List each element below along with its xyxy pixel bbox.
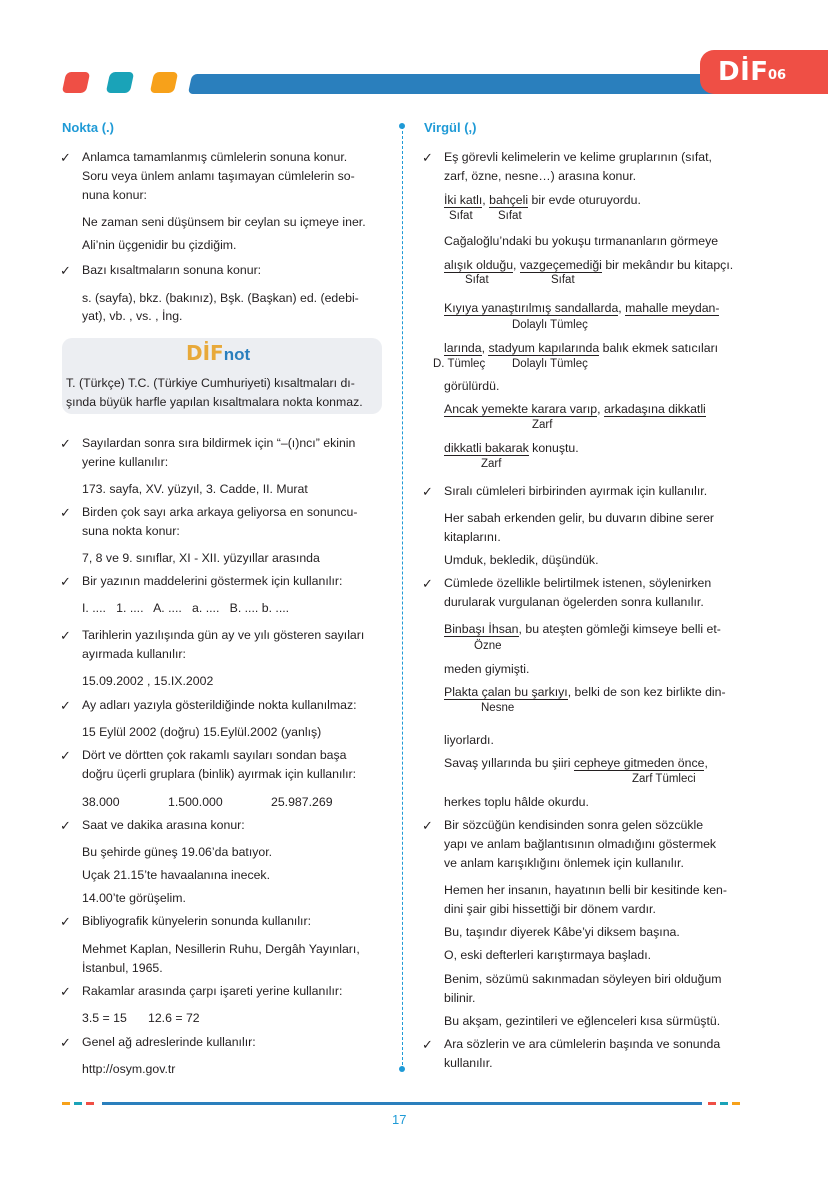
grammar-label: Dolaylı Tümleç <box>512 319 588 331</box>
example: 3.5 = 15 <box>82 1011 127 1025</box>
check-icon: ✓ <box>60 436 71 451</box>
grammar-label: Dolaylı Tümleç <box>512 358 588 370</box>
check-icon: ✓ <box>60 505 71 520</box>
check-icon: ✓ <box>60 698 71 713</box>
orange-tab-shape <box>150 72 178 93</box>
example: kitaplarını. <box>444 530 501 544</box>
example: 15 Eylül 2002 (doğru) 15.Eylül.2002 (yanlış) <box>82 725 322 739</box>
example: Savaş yıllarında bu şiiri cepheye gitmeden önce, <box>444 756 708 770</box>
rule-3: ✓ Cümlede özellikle belirtilmek istenen, söylenirken <box>422 576 712 591</box>
footer-dash <box>708 1102 716 1105</box>
example: Ali’nin üçgenidir bu çizdiğim. <box>82 238 237 252</box>
footer-decoration <box>62 1102 748 1106</box>
check-icon: ✓ <box>60 1035 71 1050</box>
grammar-label: D. Tümleç <box>433 358 486 370</box>
footer-dash <box>720 1102 728 1105</box>
divider-top-dot <box>399 123 405 129</box>
rule-1-line-2: Soru veya ünlem anlamı taşımayan cümlelerin so- <box>82 169 355 183</box>
section-title-virgul: Virgül (,) <box>424 120 477 135</box>
grammar-label: Sıfat <box>449 210 473 222</box>
rule-4: ✓ Birden çok sayı arka arkaya geliyorsa en sonuncu- <box>60 505 358 520</box>
rule-6-line-2: ayırmada kullanılır: <box>82 647 186 661</box>
example: 15.09.2002 , 15.IX.2002 <box>82 674 214 688</box>
rule-7: ✓ Ay adları yazıyla gösterildiğinde nokta kullanılmaz: <box>60 698 357 713</box>
rule-2: ✓ Sıralı cümleleri birbirinden ayırmak için kullanılır. <box>422 484 708 499</box>
example: 173. sayfa, XV. yüzyıl, 3. Cadde, II. Murat <box>82 482 308 496</box>
rule-5-line-2: kullanılır. <box>444 1056 493 1070</box>
example: Uçak 21.15’te havaalanına inecek. <box>82 868 270 882</box>
rule-8: ✓ Dört ve dörtten çok rakamlı sayıları sondan başa <box>60 748 347 763</box>
check-icon: ✓ <box>422 1037 433 1052</box>
example: Bu, taşındır diyerek Kâbe’yi diksem başına. <box>444 925 680 939</box>
rule-4: ✓ Bir sözcüğün kendisinden sonra gelen sözcükle <box>422 818 704 833</box>
example: 7, 8 ve 9. sınıflar, XI - XII. yüzyıllar arasında <box>82 551 320 565</box>
grammar-label: Sıfat <box>498 210 522 222</box>
page-number: 17 <box>392 1112 407 1127</box>
rule-1: ✓ Anlamca tamamlanmış cümlelerin sonuna konur. <box>60 150 348 165</box>
example: s. (sayfa), bkz. (bakınız), Bşk. (Başkan) ed. (edebi- <box>82 291 359 305</box>
example: liyorlardı. <box>444 733 494 747</box>
column-divider <box>402 126 403 1070</box>
check-icon: ✓ <box>60 748 71 763</box>
example: İstanbul, 1965. <box>82 961 163 975</box>
example: Cağaloğlu’ndaki bu yokuşu tırmananların görmeye <box>444 234 719 248</box>
rule-3: ✓ Sayılardan sonra sıra bildirmek için “–(ı)ncı” ekinin <box>60 436 356 451</box>
section-title-nokta: Nokta (.) <box>62 120 114 135</box>
example: Ancak yemekte karara varıp, arkadaşına dikkatli <box>444 402 706 416</box>
example: Mehmet Kaplan, Nesillerin Ruhu, Dergâh Yayınları, <box>82 942 360 956</box>
rule-1-line-3: nuna konur: <box>82 188 147 202</box>
check-icon: ✓ <box>422 150 433 165</box>
example: Her sabah erkenden gelir, bu duvarın dibine serer <box>444 511 715 525</box>
check-icon: ✓ <box>60 914 71 929</box>
example: http://osym.gov.tr <box>82 1062 176 1076</box>
grammar-label: Sıfat <box>465 274 489 286</box>
rule-12: ✓ Genel ağ adreslerinde kullanılır: <box>60 1035 256 1050</box>
grammar-label: Zarf Tümleci <box>632 773 696 785</box>
grammar-label: Özne <box>474 640 502 652</box>
footer-dash <box>86 1102 94 1105</box>
rule-4-line-3: ve anlam karışıklığını önlemek için kullanılır. <box>444 856 684 870</box>
example: bilinir. <box>444 991 476 1005</box>
footer-bar <box>102 1102 702 1105</box>
red-tab-shape <box>62 72 90 93</box>
example: 38.000 <box>82 795 120 809</box>
grammar-label: Zarf <box>532 419 553 431</box>
example: herkes toplu hâlde okurdu. <box>444 795 589 809</box>
check-icon: ✓ <box>60 818 71 833</box>
rule-9: ✓ Saat ve dakika arasına konur: <box>60 818 245 833</box>
rule-8-line-2: doğru üçerli gruplara (binlik) ayırmak için kullanılır: <box>82 767 357 781</box>
rule-2: ✓ Bazı kısaltmaların sonuna konur: <box>60 263 262 278</box>
example: Bu şehirde güneş 19.06’da batıyor. <box>82 845 273 859</box>
grammar-label: Zarf <box>481 458 502 470</box>
unit-number: 06 <box>768 68 787 83</box>
dif-note-title: DİFnot <box>186 341 251 365</box>
example: yat), vb. , vs. , İng. <box>82 309 183 323</box>
note-text: T. (Türkçe) T.C. (Türkiye Cumhuriyeti) kısaltmaları dı- <box>66 376 355 390</box>
check-icon: ✓ <box>60 984 71 999</box>
rule-5: ✓ Ara sözlerin ve ara cümlelerin başında ve sonunda <box>422 1037 721 1052</box>
example: O, eski defterleri karıştırmaya başladı. <box>444 948 652 962</box>
rule-1: ✓ Eş görevli kelimelerin ve kelime gruplarının (sıfat, <box>422 150 712 165</box>
rule-1-line-2: zarf, özne, nesne…) arasına konur. <box>444 169 637 183</box>
rule-10: ✓ Bibliyografik künyelerin sonunda kullanılır: <box>60 914 311 929</box>
example: 12.6 = 72 <box>148 1011 200 1025</box>
example: dikkatli bakarak konuştu. <box>444 441 579 455</box>
example: Plakta çalan bu şarkıyı, belki de son kez birlikte din- <box>444 685 726 699</box>
example: İki katlı, bahçeli bir evde oturuyordu. <box>444 193 641 207</box>
rule-11: ✓ Rakamlar arasında çarpı işareti yerine kullanılır: <box>60 984 343 999</box>
brand-logo: DİF <box>718 57 769 87</box>
example: meden giymişti. <box>444 662 530 676</box>
check-icon: ✓ <box>422 576 433 591</box>
rule-4-line-2: suna nokta konur: <box>82 524 180 538</box>
example: Umduk, bekledik, düşündük. <box>444 553 599 567</box>
brand-badge <box>700 50 828 94</box>
rule-3-line-2: yerine kullanılır: <box>82 455 169 469</box>
example: 25.987.269 <box>271 795 333 809</box>
example: Ne zaman seni düşünsem bir ceylan su içmeye iner. <box>82 215 366 229</box>
check-icon: ✓ <box>60 574 71 589</box>
check-icon: ✓ <box>60 150 71 165</box>
check-icon: ✓ <box>60 263 71 278</box>
example: alışık olduğu, vazgeçemediği bir mekândır bu kitapçı. <box>444 258 734 272</box>
divider-bottom-dot <box>399 1066 405 1072</box>
example: dini şair gibi hissettiği bir dönem vardır. <box>444 902 656 916</box>
rule-5: ✓ Bir yazının maddelerini göstermek için kullanılır: <box>60 574 343 589</box>
example: görülürdü. <box>444 379 500 393</box>
dif-note-box <box>62 338 382 414</box>
example: Benim, sözümü sakınmadan söyleyen biri olduğum <box>444 972 722 986</box>
teal-tab-shape <box>106 72 134 93</box>
rule-6: ✓ Tarihlerin yazılışında gün ay ve yılı gösteren sayıları <box>60 628 365 643</box>
example: Kıyıya yanaştırılmış sandallarda, mahalle meydan- <box>444 301 720 315</box>
grammar-label: Nesne <box>481 702 515 714</box>
example: larında, stadyum kapılarında balık ekmek satıcıları <box>444 341 719 355</box>
check-icon: ✓ <box>60 628 71 643</box>
rule-3-line-2: durularak vurgulanan ögelerden sonra kullanılır. <box>444 595 704 609</box>
footer-dash <box>732 1102 740 1105</box>
example: 1.500.000 <box>168 795 223 809</box>
example: Bu akşam, gezintileri ve eğlenceleri kısa sürmüştü. <box>444 1014 721 1028</box>
example: Binbaşı İhsan, bu ateşten gömleği kimseye belli et- <box>444 622 721 636</box>
header-bar <box>188 74 752 94</box>
footer-dash <box>62 1102 70 1105</box>
check-icon: ✓ <box>422 818 433 833</box>
note-text: şında büyük harfle yapılan kısaltmalara nokta konmaz. <box>66 395 363 409</box>
check-icon: ✓ <box>422 484 433 499</box>
grammar-label: Sıfat <box>551 274 575 286</box>
rule-4-line-2: yapı ve anlam bağlantısının olmadığını göstermek <box>444 837 717 851</box>
example: 14.00’te görüşelim. <box>82 891 186 905</box>
footer-dash <box>74 1102 82 1105</box>
example: Hemen her insanın, hayatının belli bir kesitinde ken- <box>444 883 727 897</box>
example: I. .... 1. .... A. .... a. .... B. .... b. .... <box>82 601 290 615</box>
